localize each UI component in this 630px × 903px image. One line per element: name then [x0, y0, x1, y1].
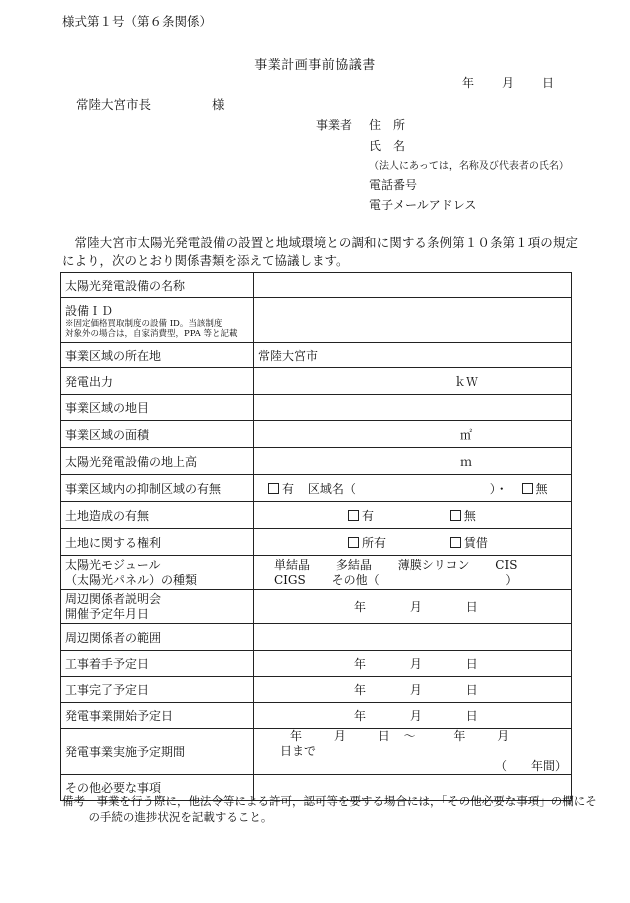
- addressee-mayor: 常陸大宮市長: [76, 97, 152, 112]
- label-generation-start: 発電事業開始予定日: [61, 703, 254, 729]
- gs-year: 年: [354, 709, 367, 723]
- row-restricted-area: [61, 475, 572, 502]
- rights-lease-label: 賃借: [463, 535, 488, 550]
- gs-month: 月: [409, 709, 422, 723]
- development-yes-label: 有: [362, 508, 375, 523]
- field-construction-start[interactable]: [254, 651, 572, 677]
- restricted-no-label: 無: [535, 481, 548, 496]
- development-yes-checkbox[interactable]: [348, 510, 359, 521]
- restricted-yes-label: 有: [282, 481, 295, 496]
- label-land-category: 事業区域の地目: [61, 395, 254, 421]
- height-unit: ｍ: [460, 454, 473, 469]
- applicant-email-label: 電子メールアドレス: [369, 198, 477, 212]
- field-land-development: [254, 502, 572, 529]
- output-unit: ｋＷ: [454, 374, 479, 389]
- field-land-rights: [254, 529, 572, 556]
- module-option-other[interactable]: その他（: [331, 572, 380, 587]
- field-stakeholders[interactable]: [254, 624, 572, 651]
- label-construction-end: 工事完了予定日: [61, 677, 254, 703]
- label-facility-id-cell: [61, 298, 254, 343]
- briefing-label-2: 開催予定年月日: [65, 606, 150, 621]
- label-facility-id: 設備ＩＤ: [65, 303, 114, 318]
- field-module-type: [254, 556, 572, 590]
- applicant-phone-label: 電話番号: [369, 178, 418, 192]
- restricted-yes-checkbox[interactable]: [268, 483, 279, 494]
- area-unit: ㎡: [460, 427, 473, 442]
- field-facility-name[interactable]: [254, 273, 572, 298]
- field-implementation-period[interactable]: [254, 729, 572, 775]
- label-module-type-cell: [61, 556, 254, 590]
- facility-id-note-1: ※固定価格買取制度の設備 ID。当該制度: [65, 318, 223, 329]
- label-output: 発電出力: [61, 368, 254, 395]
- rights-own-label: 所有: [362, 535, 387, 550]
- label-briefing-cell: [61, 590, 254, 624]
- applicant-address-label: 住 所: [369, 118, 406, 132]
- row-land-category: [61, 395, 572, 421]
- date-month: 月: [502, 76, 515, 90]
- label-facility-name: 太陽光発電設備の名称: [61, 273, 254, 298]
- form-number: 様式第１号（第６条関係）: [62, 14, 213, 29]
- date-day: 日: [542, 76, 555, 90]
- applicant-label: 事業者: [316, 118, 353, 132]
- intro-paragraph: 常陸大宮市太陽光発電設備の設置と地域環境との調和に関する条例第１０条第１項の規定により，次のとおり関係書類を添えて協議します。: [62, 235, 578, 268]
- label-construction-start: 工事着手予定日: [61, 651, 254, 677]
- period-year1: 年: [290, 729, 303, 743]
- application-form-table: [60, 272, 572, 801]
- date-year: 年: [462, 76, 475, 90]
- module-option-poly[interactable]: 多結晶: [335, 557, 372, 572]
- label-land-rights: 土地に関する権利: [61, 529, 254, 556]
- period-tilde: ～: [403, 729, 416, 743]
- rights-lease-checkbox[interactable]: [450, 537, 461, 548]
- field-construction-end[interactable]: [254, 677, 572, 703]
- label-height: 太陽光発電設備の地上高: [61, 448, 254, 475]
- period-day1: 日: [377, 729, 390, 743]
- briefing-label-1: 周辺関係者説明会: [65, 591, 162, 606]
- row-land-development: [61, 502, 572, 529]
- row-area: [61, 421, 572, 448]
- field-generation-start[interactable]: [254, 703, 572, 729]
- label-other-matters: その他必要な事項: [61, 775, 254, 801]
- row-construction-start: [61, 651, 572, 677]
- row-module-type: [61, 556, 572, 590]
- period-until: 日まで: [280, 744, 317, 758]
- field-location[interactable]: 常陸大宮市: [254, 343, 572, 368]
- gs-day: 日: [465, 709, 478, 723]
- period-year2: 年: [453, 729, 466, 743]
- field-restricted-area: [254, 475, 572, 502]
- row-output: [61, 368, 572, 395]
- label-area: 事業区域の面積: [61, 421, 254, 448]
- applicant-name-label: 氏 名: [369, 139, 406, 153]
- module-option-thinfilm[interactable]: 薄膜シリコン: [397, 557, 470, 572]
- module-option-mono[interactable]: 単結晶: [274, 557, 311, 572]
- row-height: [61, 448, 572, 475]
- restricted-area-name-label: 区域名（: [307, 481, 356, 496]
- remark-note: 備考 事業を行う際に，他法令等による許可，認可等を要する場合には，「その他必要な事項」の欄にその手続の進捗状況を記載すること。: [62, 794, 597, 824]
- label-stakeholders: 周辺関係者の範囲: [61, 624, 254, 651]
- row-land-rights: [61, 529, 572, 556]
- ce-year: 年: [354, 683, 367, 697]
- row-generation-start: [61, 703, 572, 729]
- rights-own-checkbox[interactable]: [348, 537, 359, 548]
- label-location: 事業区域の所在地: [61, 343, 254, 368]
- development-no-checkbox[interactable]: [450, 510, 461, 521]
- row-facility-id: [61, 298, 572, 343]
- document-title: 事業計画事前協議書: [254, 58, 376, 73]
- row-implementation-period: [61, 729, 572, 775]
- label-restricted-area: 事業区域内の抑制区域の有無: [61, 475, 254, 502]
- period-month2: 月: [497, 729, 510, 743]
- ce-month: 月: [409, 683, 422, 697]
- period-duration: （ 年間）: [494, 759, 567, 773]
- module-option-cigs[interactable]: CIGS: [274, 572, 306, 587]
- module-option-cis[interactable]: CIS: [495, 557, 518, 572]
- briefing-day: 日: [465, 600, 478, 614]
- development-no-label: 無: [463, 508, 476, 523]
- addressee-honorific: 様: [212, 97, 225, 112]
- label-land-development: 土地造成の有無: [61, 502, 254, 529]
- row-briefing-date: [61, 590, 572, 624]
- row-stakeholders: [61, 624, 572, 651]
- row-location: [61, 343, 572, 368]
- briefing-month: 月: [409, 600, 422, 614]
- facility-id-note-2: 対象外の場合は，自家消費型，PPA 等と記載: [65, 328, 238, 339]
- label-implementation-period: 発電事業実施予定期間: [61, 729, 254, 775]
- restricted-close: ）・: [489, 481, 508, 496]
- period-month1: 月: [333, 729, 346, 743]
- restricted-no-checkbox[interactable]: [522, 483, 533, 494]
- field-height[interactable]: [254, 448, 572, 475]
- cs-year: 年: [354, 657, 367, 671]
- cs-day: 日: [465, 657, 478, 671]
- row-facility-name: [61, 273, 572, 298]
- field-area[interactable]: [254, 421, 572, 448]
- module-label-2: （太陽光パネル）の種類: [65, 572, 198, 587]
- applicant-name-note: （法人にあっては，名称及び代表者の氏名）: [369, 161, 569, 172]
- field-facility-id[interactable]: [254, 298, 572, 343]
- module-label-1: 太陽光モジュール: [65, 557, 161, 572]
- module-other-close: ）: [505, 572, 518, 587]
- field-land-category[interactable]: [254, 395, 572, 421]
- field-briefing-date[interactable]: [254, 590, 572, 624]
- ce-day: 日: [465, 683, 478, 697]
- row-construction-end: [61, 677, 572, 703]
- cs-month: 月: [409, 657, 422, 671]
- field-output[interactable]: [254, 368, 572, 395]
- briefing-year: 年: [354, 600, 367, 614]
